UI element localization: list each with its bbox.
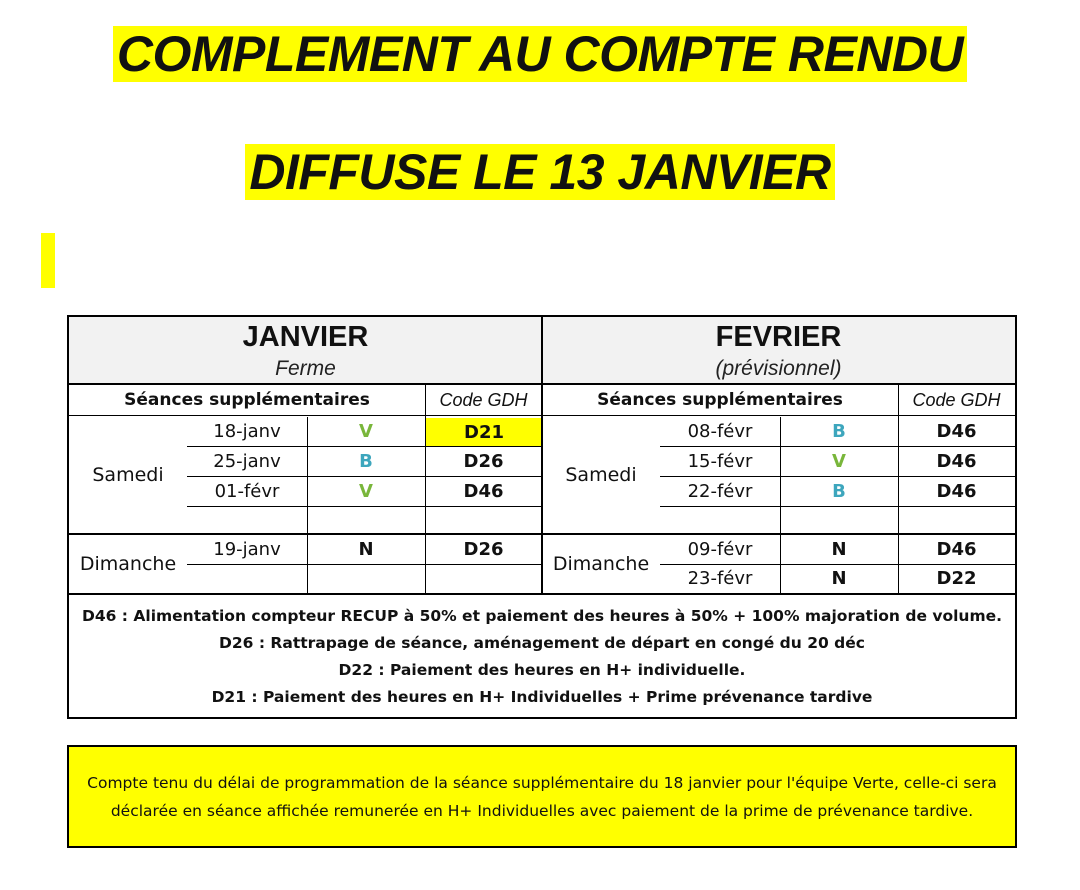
fevrier-team: B — [832, 481, 846, 502]
fevrier-samedi-label: Samedi — [565, 464, 637, 486]
yellow-marker — [41, 233, 55, 288]
fevrier-date: 08-févr — [687, 421, 753, 442]
janvier-code: D46 — [463, 481, 504, 502]
row-line — [660, 506, 1015, 507]
row-line — [187, 506, 542, 507]
row-line — [187, 446, 542, 447]
row-line — [187, 476, 542, 477]
janvier-date: 01-févr — [214, 481, 280, 502]
legend-line-d46: D46 : Alimentation compteur RECUP à 50% et paiement des heures à 50% + 100% majoration de volume. — [81, 607, 1003, 625]
row-line — [187, 564, 542, 565]
fevrier-code: D46 — [936, 539, 977, 560]
fevrier-col-seances: Séances supplémentaires — [597, 390, 843, 410]
note-text: Compte tenu du délai de programmation de la séance supplémentaire du 18 janvier pour l'équipe Verte, celle-ci sera déclarée en séance affichée remunerée en H+ Individuelles avec paiement de la prime de prévenance tardive. — [87, 773, 997, 820]
fevrier-status: (prévisionnel) — [715, 357, 842, 380]
fevrier-team: N — [831, 568, 847, 589]
legend-line-d26: D26 : Rattrapage de séance, aménagement de départ en congé du 20 déc — [219, 634, 865, 652]
janvier-team: B — [359, 451, 373, 472]
legend-line-d21: D21 : Paiement des heures en H+ Individuelles + Prime prévenance tardive — [211, 688, 873, 706]
janvier-date: 19-janv — [213, 539, 281, 560]
janvier-col-seances: Séances supplémentaires — [124, 390, 370, 410]
janvier-code-highlighted: D21 — [426, 418, 542, 446]
fevrier-code-col-line — [898, 385, 899, 593]
row-line — [660, 564, 1015, 565]
fevrier-code: D22 — [936, 568, 977, 589]
fevrier-team-col-line — [780, 417, 781, 593]
janvier-title: JANVIER — [242, 320, 369, 353]
janvier-team: V — [359, 421, 373, 442]
header-divider — [69, 383, 1015, 385]
janvier-team: N — [358, 539, 374, 560]
subheader-divider — [69, 415, 1015, 416]
janvier-code: D26 — [463, 539, 504, 560]
samedi-dimanche-divider — [69, 533, 1015, 535]
janvier-code-col-line — [425, 385, 426, 593]
fevrier-code: D46 — [936, 481, 977, 502]
row-line — [660, 446, 1015, 447]
janvier-col-code: Code GDH — [439, 389, 528, 410]
janvier-team: V — [359, 481, 373, 502]
legend-line-d22: D22 : Paiement des heures en H+ individuelle. — [338, 661, 746, 679]
janvier-date: 18-janv — [213, 421, 281, 442]
fevrier-team: B — [832, 421, 846, 442]
fevrier-date: 09-févr — [687, 539, 753, 560]
janvier-code: D26 — [463, 451, 504, 472]
code-legend — [69, 595, 1015, 719]
fevrier-team: N — [831, 539, 847, 560]
title-line-1: COMPLEMENT AU COMPTE RENDU — [0, 24, 1080, 84]
note-box — [67, 745, 1017, 848]
fevrier-date: 23-févr — [687, 568, 753, 589]
fevrier-team: V — [832, 451, 846, 472]
row-line — [660, 476, 1015, 477]
fevrier-dimanche-label: Dimanche — [552, 553, 650, 575]
fevrier-col-code: Code GDH — [912, 389, 1001, 410]
fevrier-code: D46 — [936, 451, 977, 472]
janvier-status: Ferme — [275, 357, 336, 380]
schedule-table — [67, 315, 1017, 719]
title-line-2: DIFFUSE LE 13 JANVIER — [0, 142, 1080, 202]
janvier-date: 25-janv — [213, 451, 281, 472]
fevrier-date: 15-févr — [687, 451, 753, 472]
fevrier-date: 22-févr — [687, 481, 753, 502]
janvier-samedi-label: Samedi — [92, 464, 164, 486]
center-divider — [541, 317, 543, 595]
fevrier-code: D46 — [936, 421, 977, 442]
fevrier-title: FEVRIER — [715, 320, 842, 353]
janvier-team-col-line — [307, 417, 308, 593]
janvier-dimanche-label: Dimanche — [79, 553, 177, 575]
